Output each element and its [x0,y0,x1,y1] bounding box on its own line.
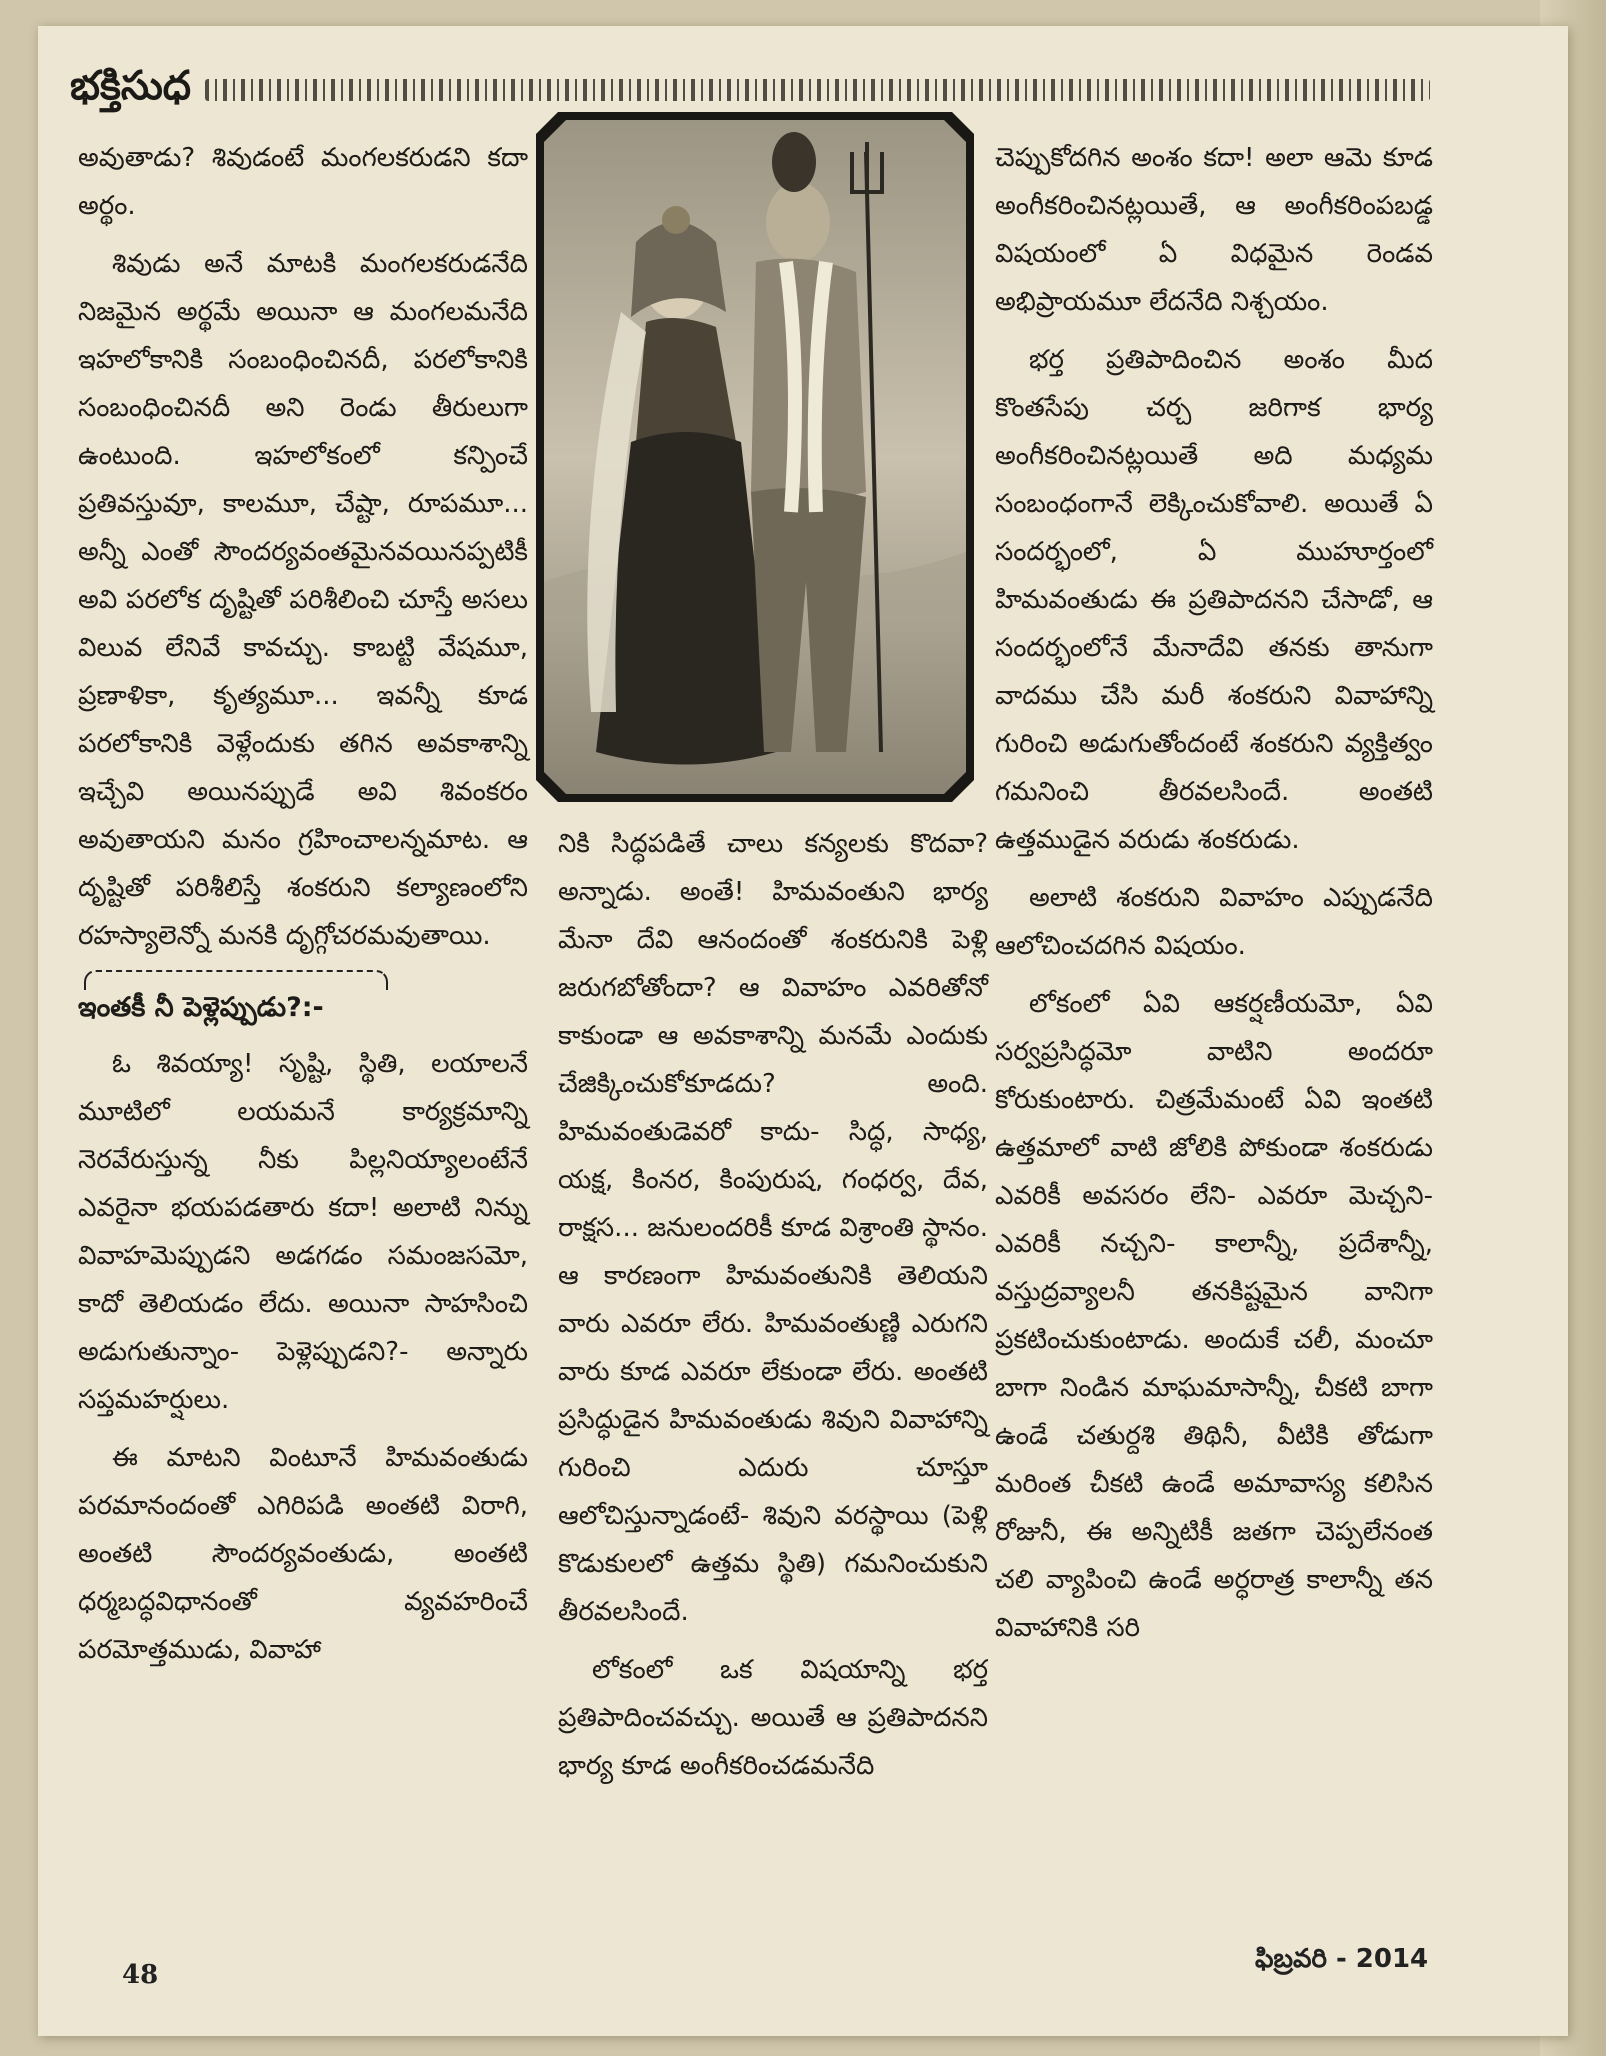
paragraph: భర్త ప్రతిపాదించిన అంశం మీద కొంతసేపు చర్చ జరిగాక భార్య అంగీకరించినట్లయితే అది మధ్యమ సంబంధంగానే లెక్కించుకోవాలి. అయితే ఏ సందర్భంలో, ఏ ముహూర్తంలో హిమవంతుడు ఈ ప్రతిపాదనని చేసాడో, ఆ సందర్భంలోనే మేనాదేవి తనకు తానుగా వాదము చేసి మరీ శంకరుని వివాహాన్ని గురించి అడుగుతోందంటే శంకరుని వ్యక్తిత్వం గమనించి తీరవలసిందే. అంతటి ఉత్తముడైన వరుడు శంకరుడు. [995,345,1433,855]
page-number: 48 [122,1960,159,1990]
paragraph: ఓ శివయ్యా! సృష్టి, స్థితి, లయాలనే మూటిలో లయమనే కార్యక్రమాన్ని నెరవేరుస్తున్న నీకు పిల్లనియ్యాలంటేనే ఎవరైనా భయపడతారు కదా! అలాటి నిన్ను వివాహమెప్పుడని అడగడం సమంజసమో, కాదో తెలియడం లేదు. అయినా సాహసించి అడుగుతున్నాం- పెళ్లెప్పుడని?- అన్నారు సప్తమహర్షులు. [78,1049,528,1415]
header-ornament [205,79,1430,101]
issue-date: ఫిబ్రవరి - 2014 [1255,1944,1429,1974]
right-column [995,134,1433,1662]
section-heading: ఇంతకీ నీ పెళ్లెప్పుడు?:- [78,992,324,1023]
page-header [70,60,1430,120]
paragraph: ఈ మాటని వింటూనే హిమవంతుడు పరమానందంతో ఎగిరిపడి అంతటి విరాగి, అంతటి సౌందర్యవంతుడు, అంతటి ధర్మబద్ధవిధానంతో వ్యవహరించే పరమోత్తముడు, వివాహా [78,1443,528,1665]
magazine-title: భక్తిసుధ [70,61,192,109]
illustration-svg [536,112,974,802]
middle-column [558,820,988,1800]
paragraph: శివుడు అనే మాటకి మంగలకరుడనేది నిజమైన అర్థమే అయినా ఆ మంగలమనేది ఇహలోకానికి సంబంధించినదీ, పరలోకానికి సంబంధించినదీ అని రెండు తీరులుగా ఉంటుంది. ఇహలోకంలో కన్పించే ప్రతివస్తువూ, కాలమూ, చేష్టా, రూపమూ... అన్నీ ఎంతో సౌందర్యవంతమైనవయినప్పటికీ అవి పరలోక దృష్టితో పరిశీలించి చూస్తే అసలు విలువ లేనివే కావచ్చు. కాబట్టి వేషమూ, ప్రణాళికా, కృత్యమూ... ఇవన్నీ కూడ పరలోకానికి వెళ్లేందుకు తగిన అవకాశాన్ని ఇచ్చేవి అయినప్పుడే అవి శివంకరం అవుతాయని మనం గ్రహించాలన్నమాట. ఆ దృష్టితో పరిశీలిస్తే శంకరుని కల్యాణంలోని రహస్యాలెన్నో మనకి దృగ్గోచరమవుతాయి. [78,249,528,951]
paragraph: లోకంలో ఏవి ఆకర్షణీయమో, ఏవి సర్వప్రసిద్ధమో వాటిని అందరూ కోరుకుంటారు. చిత్రమేమంటే ఏవి ఇంతటి ఉత్తమాలో వాటి జోలికి పోకుండా శంకరుడు ఎవరికీ అవసరం లేని- ఎవరూ మెచ్చని- ఎవరికీ నచ్చని- కాలాన్నీ, ప్రదేశాన్నీ, వస్తుద్రవ్యాలనీ తనకిష్టమైన వానిగా ప్రకటించుకుంటాడు. అందుకే చలీ, మంచూ బాగా నిండిన మాఘమాసాన్నీ, చీకటి బాగా ఉండే చతుర్దశి తిథినీ, వీటికి తోడుగా మరింత చీకటి ఉండే అమావాస్య కలిసిన రోజునీ, ఈ అన్నిటికీ జతగా చెప్పలేనంత చలి వ్యాపించి ఉండే అర్ధరాత్ర కాలాన్నీ తన వివాహానికి సరి [995,989,1433,1643]
paragraph: నికి సిద్ధపడితే చాలు కన్యలకు కొదవా? అన్నాడు. అంతే! హిమవంతుని భార్య మేనా దేవి ఆనందంతో శంకరునికి పెళ్లి జరుగబోతోందా? ఆ వివాహం ఎవరితోనో కాకుండా ఆ అవకాశాన్ని మనమే ఎందుకు చేజిక్కించుకోకూడదు? అంది. హిమవంతుడెవరో కాదు- సిద్ధ, సాధ్య, యక్ష, కింనర, కింపురుష, గంధర్వ, దేవ, రాక్షస... జనులందరికీ కూడ విశ్రాంతి స్థానం. ఆ కారణంగా హిమవంతునికి తెలియని వారు ఎవరూ లేరు. హిమవంతుణ్ణి ఎరుగని వారు కూడ ఎవరూ లేకుండా లేరు. అంతటి ప్రసిద్ధుడైన హిమవంతుడు శివుని వివాహాన్ని గురించి ఎదురు చూస్తూ ఆలోచిస్తున్నాడంటే- శివుని వరస్థాయి (పెళ్లి కొడుకులలో ఉత్తమ స్థితి) గమనించుకుని తీరవలసిందే. [558,829,988,1627]
paragraph: అలాటి శంకరుని వివాహం ఎప్పుడనేది ఆలోచించదగిన విషయం. [995,883,1433,961]
paragraph: లోకంలో ఒక విషయాన్ని భర్త ప్రతిపాదించవచ్చు. అయితే ఆ ప్రతిపాదనని భార్య కూడ అంగీకరించడమనేది [558,1655,988,1781]
left-column [78,134,528,1684]
paragraph: చెప్పుకోదగిన అంశం కదా! అలా ఆమె కూడ అంగీకరించినట్లయితే, ఆ అంగీకరింపబడ్డ విషయంలో ఏ విధమైన రెండవ అభిప్రాయమూ లేదనేది నిశ్చయం. [995,143,1433,317]
section-heading-box [78,970,528,1032]
paragraph: అవుతాడు? శివుడంటే మంగలకరుడని కదా అర్థం. [78,143,528,221]
shiva-parvati-illustration [536,112,974,802]
